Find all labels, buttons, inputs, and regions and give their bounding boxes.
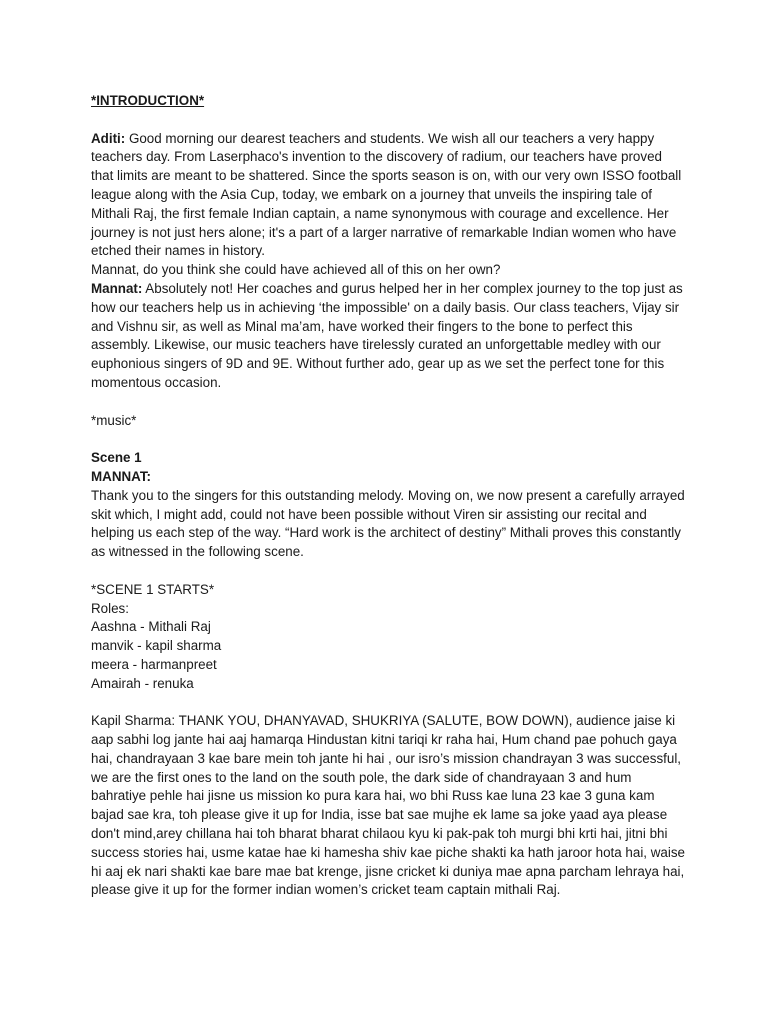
mannat-speech: Absolutely not! Her coaches and gurus helped her in her complex journey to the top just as how our teachers help us in achieving ‘the impossible' on a daily basis. Our class teachers, Vijay sir and Vishnu sir, as well as Minal ma’am, have worked their fingers to the bone to perfect this assembly. Likewise, our music teachers have tirelessly curated an unforgettable medley with our euphonious singers of 9D and 9E. Without further ado, gear up as we set the perfect tone for this momentous occasion. xyxy=(91,280,683,390)
scene-title xyxy=(91,449,687,468)
scene-start-marker: *SCENE 1 STARTS* xyxy=(91,581,215,597)
question-line: Mannat, do you think she could have achieved all of this on her own? xyxy=(91,262,501,278)
role-item: meera - harmanpreet xyxy=(91,656,217,672)
kapil-paragraph: Kapil Sharma: THANK YOU, DHANYAVAD, SHUKRIYA (SALUTE, BOW DOWN), audience jaise ki aap sabhi log jante hai aaj hamarqa Hindustan kitni tariqi kr raha hai, Hum chand pae pohuch gaya hai, chandrayaan 3 kae bare mein toh jante hi hai , our isro’s mission chandrayan 3 was successful, we are the first ones to the land on the south pole, the dark side of chandrayaan 3 and hum bahratiye pehle hai jisne us mission ko pura kara hai, wo bhi Russ kae luna 23 kae 3 guna kam bajad sae kra, toh please give it up for India, isse bat sae mujhe ek lame sa joke yaad aya please don't mind,arey chillana hai toh bharat bharat chilaou kyu ki pak-pak toh murgi bhi krti hai, jitni bhi success stories hai, usme katae hae ki hamesha shiv kae piche shakti ka hath jaroor hota hai, waise hi aaj ek nari shakti kae bare mae bat krenge, jisne cricket ki duniya mae apna parcham lehraya hai, please give it up for the former indian women’s cricket team captain mithali Raj. xyxy=(91,713,685,898)
spacer xyxy=(91,393,687,412)
role-item: Amairah - renuka xyxy=(91,675,194,691)
scene-speaker xyxy=(91,468,687,487)
mannat-paragraph xyxy=(91,280,687,393)
spacer xyxy=(91,430,687,449)
scene-paragraph: Thank you to the singers for this outstanding melody. Moving on, we now present a carefully arrayed skit which, I might add, could not have been possible without Viren sir assisting our recital and helping us each step of the way. “Hard work is the architect of destiny” Mithali proves this constantly as witnessed in the following scene. xyxy=(91,487,685,560)
roles-label: Roles: xyxy=(91,600,129,616)
role-item: manvik - kapil sharma xyxy=(91,638,222,654)
aditi-paragraph xyxy=(91,130,687,262)
music-cue: *music* xyxy=(91,412,137,428)
document-page xyxy=(91,92,687,900)
scene-title-text: Scene 1 xyxy=(91,450,142,466)
spacer xyxy=(91,562,687,581)
role-item: Aashna - Mithali Raj xyxy=(91,619,211,635)
scene-speaker-text: MANNAT: xyxy=(91,468,151,484)
spacer xyxy=(91,694,687,713)
speaker-aditi: Aditi: xyxy=(91,130,126,146)
section-heading: *INTRODUCTION* xyxy=(91,93,205,108)
aditi-speech: Good morning our dearest teachers and students. We wish all our teachers a very happy teachers day. From Laserphaco's invention to the discovery of radium, our teachers have proved that limits are meant to be shattered. Since the sports season is on, with our very own ISSO football league along with the Asia Cup, today, we embark on a journey that unveils the inspiring tale of Mithali Raj, the first female Indian captain, a name synonymous with courage and excellence. Her journey is not just hers alone; it's a part of a larger narrative of remarkable Indian women who have etched their names in history. xyxy=(91,130,682,259)
speaker-mannat: Mannat: xyxy=(91,280,143,296)
spacer xyxy=(91,111,687,130)
